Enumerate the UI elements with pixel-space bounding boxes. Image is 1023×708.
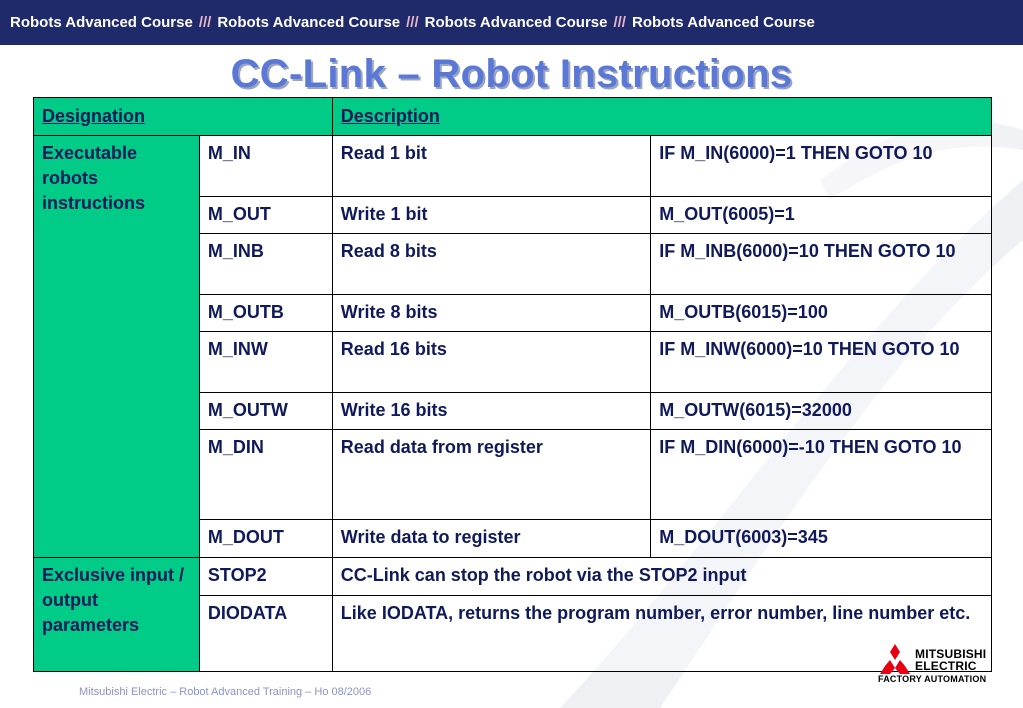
banner-separator: ///: [406, 14, 419, 31]
header-description: Description: [332, 98, 991, 136]
banner-separator: ///: [613, 14, 626, 31]
parameter-description: Like IODATA, returns the program number, error number, line number etc.: [332, 596, 991, 672]
instruction-example: M_OUTB(6015)=100: [651, 295, 992, 332]
instruction-description: Write data to register: [332, 520, 650, 558]
instruction-description: Read 8 bits: [332, 234, 650, 295]
group-label-executable: Executable robots instructions: [34, 136, 200, 558]
group-label-exclusive: Exclusive input / output parameters: [34, 558, 200, 672]
instruction-name: M_OUTW: [199, 393, 332, 430]
instruction-name: M_INW: [199, 332, 332, 393]
instruction-description: Read 16 bits: [332, 332, 650, 393]
three-diamonds-icon: [878, 644, 912, 674]
banner-text-3: Robots Advanced Course: [424, 14, 608, 31]
instruction-name: M_OUT: [199, 197, 332, 234]
instruction-example: IF M_DIN(6000)=-10 THEN GOTO 10: [651, 430, 992, 520]
parameter-name: STOP2: [199, 558, 332, 596]
instruction-example: M_OUTW(6015)=32000: [651, 393, 992, 430]
instruction-description: Read 1 bit: [332, 136, 650, 197]
banner-text-2: Robots Advanced Course: [217, 14, 401, 31]
instruction-name: M_INB: [199, 234, 332, 295]
instruction-description: Write 1 bit: [332, 197, 650, 234]
table-row: [34, 136, 992, 197]
instruction-description: Write 8 bits: [332, 295, 650, 332]
instructions-table: [33, 97, 992, 672]
instruction-description: Read data from register: [332, 430, 650, 520]
banner-separator: ///: [198, 14, 212, 31]
table-row: [34, 558, 992, 596]
header-designation: Designation: [34, 98, 333, 136]
instruction-name: M_IN: [199, 136, 332, 197]
mitsubishi-logo: [878, 642, 993, 688]
table-header-row: [34, 98, 992, 136]
slide-title: CC-Link – Robot Instructions: [230, 52, 793, 96]
banner-text-1: Robots Advanced Course: [10, 14, 193, 31]
instruction-example: M_DOUT(6003)=345: [651, 520, 992, 558]
instruction-name: M_OUTB: [199, 295, 332, 332]
instruction-description: Write 16 bits: [332, 393, 650, 430]
instruction-example: IF M_IN(6000)=1 THEN GOTO 10: [651, 136, 992, 197]
parameter-name: DIODATA: [199, 596, 332, 672]
instruction-example: IF M_INW(6000)=10 THEN GOTO 10: [651, 332, 992, 393]
instruction-example: M_OUT(6005)=1: [651, 197, 992, 234]
instruction-name: M_DOUT: [199, 520, 332, 558]
parameter-description: CC-Link can stop the robot via the STOP2 input: [332, 558, 991, 596]
banner-text-4: Robots Advanced Course: [631, 14, 815, 31]
logo-tagline: FACTORY AUTOMATION: [878, 674, 987, 684]
instruction-example: IF M_INB(6000)=10 THEN GOTO 10: [651, 234, 992, 295]
logo-wordmark: MITSUBISHI ELECTRIC: [915, 647, 987, 673]
footer-text: Mitsubishi Electric – Robot Advanced Training – Ho 08/2006: [79, 686, 372, 698]
instruction-name: M_DIN: [199, 430, 332, 520]
course-banner: [0, 0, 1023, 45]
